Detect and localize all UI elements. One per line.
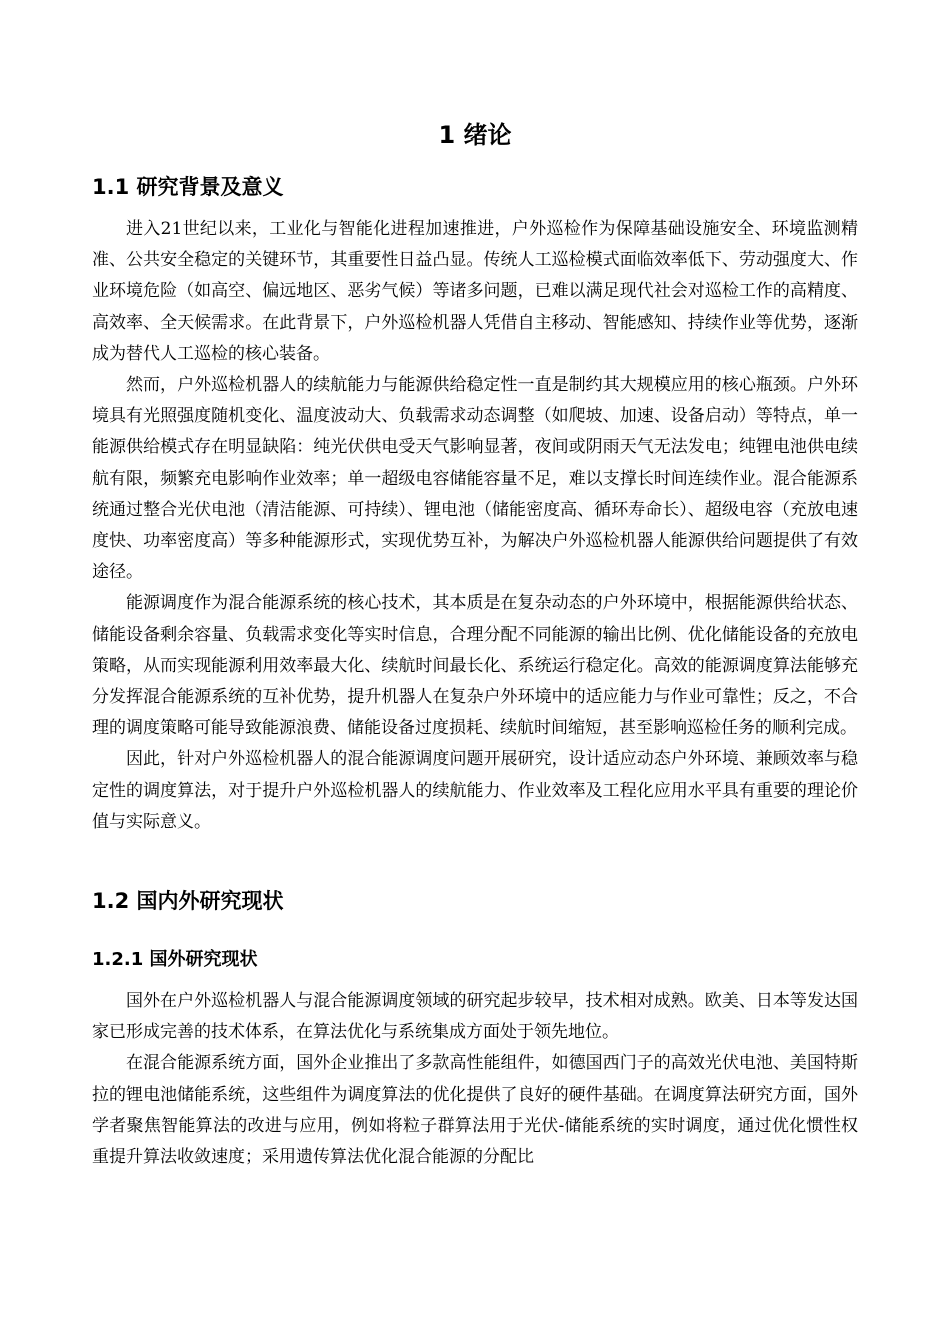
section-research-status bbox=[92, 886, 858, 1173]
spacer bbox=[92, 860, 858, 886]
subsection-foreign-research bbox=[92, 946, 858, 1173]
section-heading: 1.2 国内外研究现状 bbox=[92, 889, 284, 914]
paragraph: 能源调度作为混合能源系统的核心技术，其本质是在复杂动态的户外环境中，根据能源供给状态、储能设备剩余容量、负载需求变化等实时信息，合理分配不同能源的输出比例、优化储能设备的充放电策略，从而实现能源利用效率最大化、续航时间最长化、系统运行稳定化。高效的能源调度算法能够充分发挥混合能源系统的互补优势，提升机器人在复杂户外环境中的适应能力与作业可靠性；反之，不合理的调度策略可能导致能源浪费、储能设备过度损耗、续航时间缩短，甚至影响巡检任务的顺利完成。 bbox=[92, 593, 858, 739]
paragraph: 在混合能源系统方面，国外企业推出了多款高性能组件，如德国西门子的高效光伏电池、美国特斯拉的锂电池储能系统，这些组件为调度算法的优化提供了良好的硬件基础。在调度算法研究方面，国外学者聚焦智能算法的改进与应用，例如将粒子群算法用于光伏-储能系统的实时调度，通过优化惯性权重提升算法收敛速度；采用遗传算法优化混合能源的分配比 bbox=[92, 1053, 858, 1168]
section-background bbox=[92, 172, 858, 838]
paragraph: 进入21世纪以来，工业化与智能化进程加速推进，户外巡检作为保障基础设施安全、环境监测精准、公共安全稳定的关键环节，其重要性日益凸显。传统人工巡检模式面临效率低下、劳动强度大、作业环境危险（如高空、偏远地区、恶劣气候）等诸多问题，已难以满足现代社会对巡检工作的高精度、高效率、全天候需求。在此背景下，户外巡检机器人凭借自主移动、智能感知、持续作业等优势，逐渐成为替代人工巡检的核心装备。 bbox=[92, 219, 858, 364]
page-content bbox=[92, 118, 858, 1195]
paragraph: 国外在户外巡检机器人与混合能源调度领域的研究起步较早，技术相对成熟。欧美、日本等发达国家已形成完善的技术体系，在算法优化与系统集成方面处于领先地位。 bbox=[92, 991, 858, 1043]
paragraph: 因此，针对户外巡检机器人的混合能源调度问题开展研究，设计适应动态户外环境、兼顾效率与稳定性的调度算法，对于提升户外巡检机器人的续航能力、作业效率及工程化应用水平具有重要的理论价值与实际意义。 bbox=[92, 749, 858, 832]
paragraph: 然而，户外巡检机器人的续航能力与能源供给稳定性一直是制约其大规模应用的核心瓶颈。户外环境具有光照强度随机变化、温度波动大、负载需求动态调整（如爬坡、加速、设备启动）等特点，单一能源供给模式存在明显缺陷：纯光伏供电受天气影响显著，夜间或阴雨天气无法发电；纯锂电池供电续航有限，频繁充电影响作业效率；单一超级电容储能容量不足，难以支撑长时间连续作业。混合能源系统通过整合光伏电池（清洁能源、可持续）、锂电池（储能密度高、循环寿命长）、超级电容（充放电速度快、功率密度高）等多种能源形式，实现优势互补，为解决户外巡检机器人能源供给问题提供了有效途径。 bbox=[92, 375, 858, 583]
chapter-title: 1 绪论 bbox=[438, 121, 512, 149]
subsection-heading: 1.2.1 国外研究现状 bbox=[92, 949, 258, 971]
spacer bbox=[92, 928, 858, 946]
section-heading: 1.1 研究背景及意义 bbox=[92, 175, 284, 199]
